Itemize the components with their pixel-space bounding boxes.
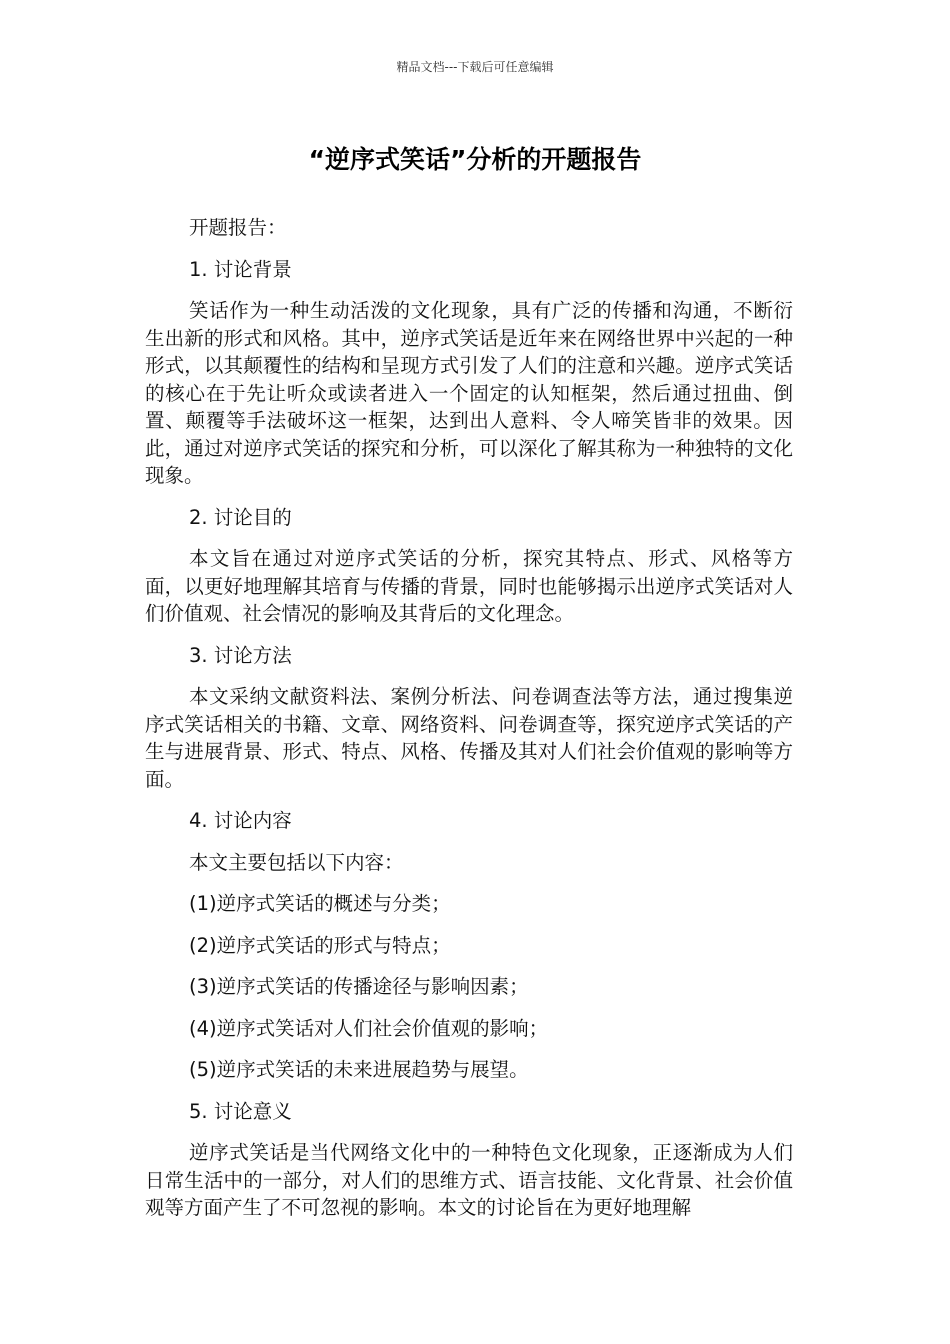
list-item: (5)逆序式笑话的未来进展趋势与展望。 — [189, 1058, 529, 1081]
intro-label: 开题报告： — [189, 216, 287, 239]
list-item: (1)逆序式笑话的概述与分类； — [189, 892, 451, 915]
paragraph-content: 本文主要包括以下内容： — [189, 850, 404, 874]
paragraph-significance: 逆序式笑话是当代网络文化中的一种特色文化现象，正逐渐成为人们日常生活中的一部分，对人们的思维方式、语言技能、文化背景、社会价值观等方面产生了不可忽视的影响。本文的讨论旨在为更好地理解 — [145, 1141, 793, 1219]
list-item: (4)逆序式笑话对人们社会价值观的影响； — [189, 1016, 549, 1040]
document-body — [145, 214, 793, 1236]
paragraph-purpose: 本文旨在通过对逆序式笑话的分析，探究其特点、形式、风格等方面，以更好地理解其培育与传播的背景，同时也能够揭示出逆序式笑话对人们价值观、社会情况的影响及其背后的文化理念。 — [145, 547, 793, 625]
section-heading-content: 4. 讨论内容 — [189, 809, 292, 832]
section-heading-significance: 5. 讨论意义 — [189, 1099, 292, 1123]
section-heading-purpose: 2. 讨论目的 — [189, 505, 292, 529]
list-item: (3)逆序式笑话的传播途径与影响因素； — [189, 975, 529, 998]
paragraph-background: 笑话作为一种生动活泼的文化现象，具有广泛的传播和沟通，不断衍生出新的形式和风格。其中，逆序式笑话是近年来在网络世界中兴起的一种形式，以其颠覆性的结构和呈现方式引发了人们的注意和兴趣。逆序式笑话的核心在于先让听众或读者进入一个固定的认知框架，然后通过扭曲、倒置、颠覆等手法破坏这一框架，达到出人意料、令人啼笑皆非的效果。因此，通过对逆序式笑话的探究和分析，可以深化了解其称为一种独特的文化现象。 — [145, 299, 793, 487]
section-heading-method: 3. 讨论方法 — [189, 643, 292, 667]
page-header: 精品文档---下载后可任意编辑 — [396, 60, 554, 74]
section-heading-background: 1. 讨论背景 — [189, 257, 292, 281]
document-title: “逆序式笑话”分析的开题报告 — [308, 145, 642, 174]
paragraph-method: 本文采纳文献资料法、案例分析法、问卷调查法等方法，通过搜集逆序式笑话相关的书籍、文章、网络资料、问卷调查等，探究逆序式笑话的产生与进展背景、形式、特点、风格、传播及其对人们社会价值观的影响等方面。 — [145, 685, 793, 791]
list-item: (2)逆序式笑话的形式与特点； — [189, 933, 451, 957]
